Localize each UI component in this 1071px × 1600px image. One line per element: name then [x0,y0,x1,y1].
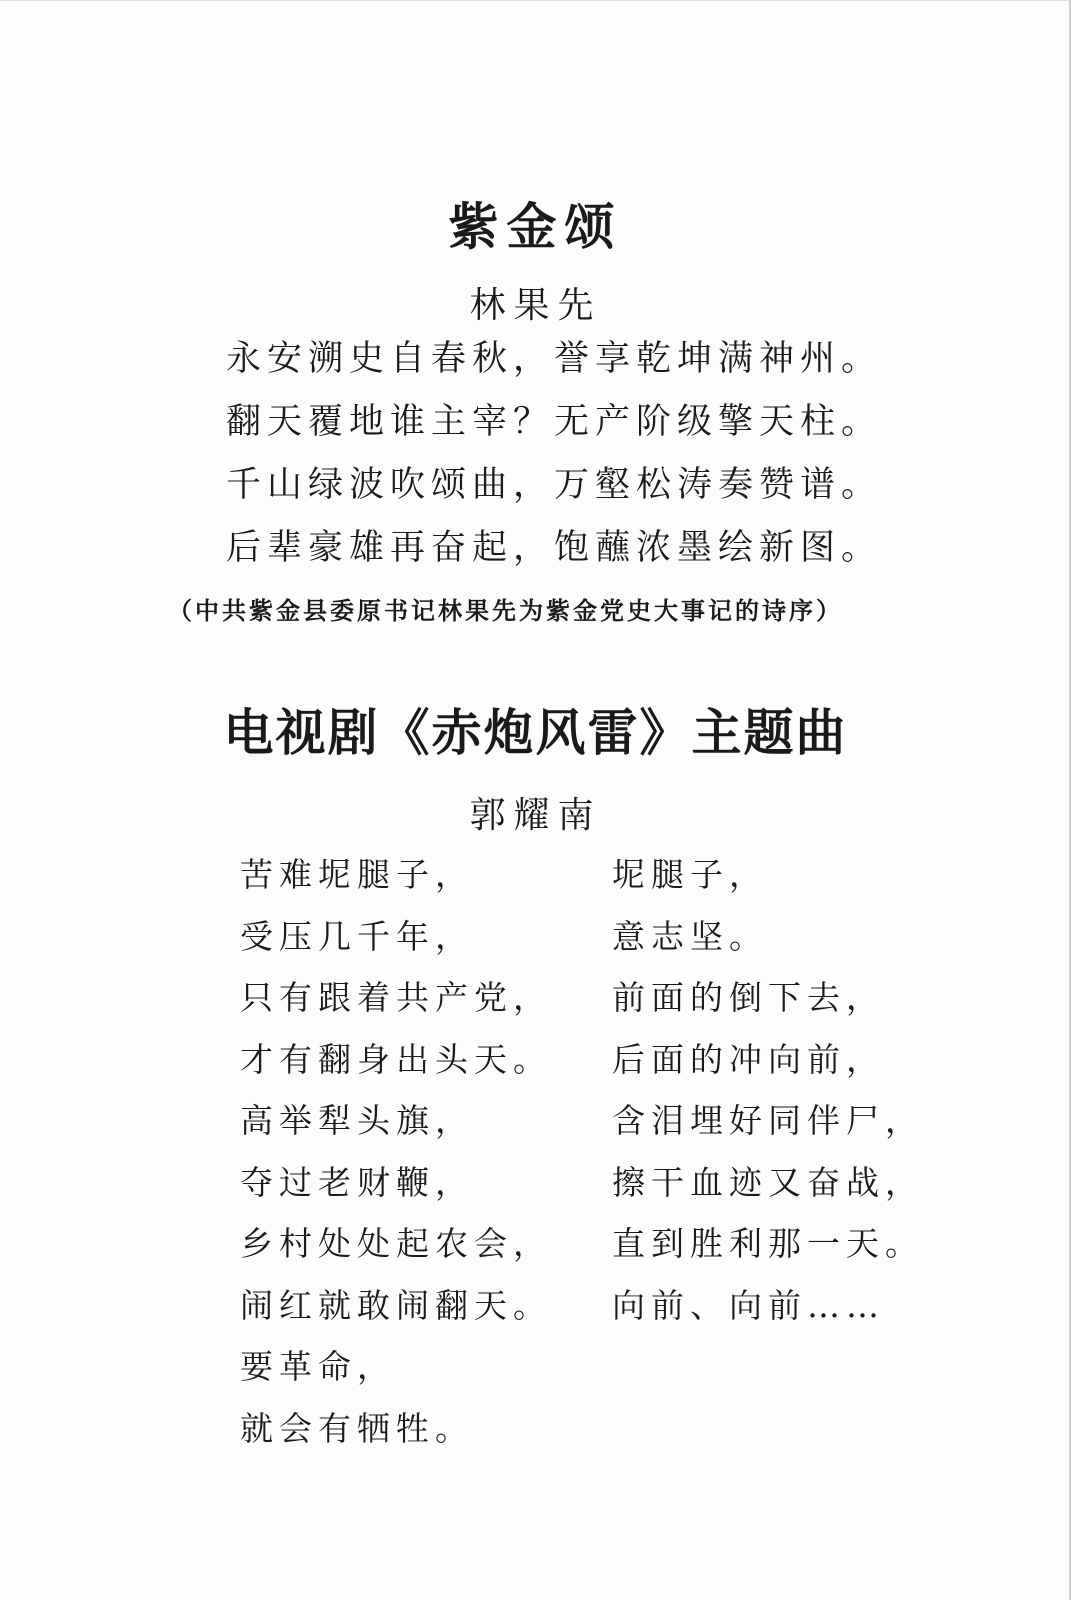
lyric-line: 直到胜利那一天。 [612,1224,924,1263]
lyric-line: 向前、向前…… [612,1285,885,1325]
song-lyrics-left-column [240,851,600,1466]
lyric-line: 就会有牺牲。 [240,1408,474,1448]
lyric-line: 夺过老财鞭， [240,1162,474,1202]
lyric-line: 前面的倒下去， [612,978,885,1017]
poem-line: 后辈豪雄再奋起，饱蘸浓墨绘新图。 [226,528,883,568]
lyric-line: 坭腿子， [612,855,768,894]
lyric-line: 闹红就敢闹翻天。 [240,1285,552,1325]
lyric-line: 后面的冲向前， [612,1039,885,1079]
lyric-line: 要革命， [240,1347,396,1386]
song-title: 电视剧《赤炮风雷》主题曲 [223,703,848,762]
poem-author: 林果先 [469,285,602,326]
poem-line: 永安溯史自春秋，誉享乾坤满神州。 [226,339,883,379]
lyric-line: 含泪埋好同伴尸， [612,1101,924,1140]
lyric-line: 受压几千年， [240,916,474,956]
lyric-line: 苦难坭腿子， [240,855,474,894]
poem-line: 千山绿波吹颂曲，万壑松涛奏赞谱。 [226,465,883,505]
poem-body [226,335,926,587]
lyric-line: 才有翻身出头天。 [240,1039,552,1079]
lyric-line: 意志坚。 [612,916,768,956]
song-lyrics-right-column [612,851,1032,1343]
poem-title: 紫金颂 [448,197,623,256]
poem-note: （中共紫金县委原书记林果先为紫金党史大事记的诗序） [168,596,843,625]
song-author: 郭耀南 [469,795,602,836]
lyric-line: 擦干血迹又奋战， [612,1162,924,1202]
lyric-line: 乡村处处起农会， [240,1224,552,1263]
lyric-line: 只有跟着共产党， [240,978,552,1017]
poem-line: 翻天覆地谁主宰？无产阶级擎天柱。 [226,402,883,442]
lyric-line: 高举犁头旗， [240,1101,474,1140]
